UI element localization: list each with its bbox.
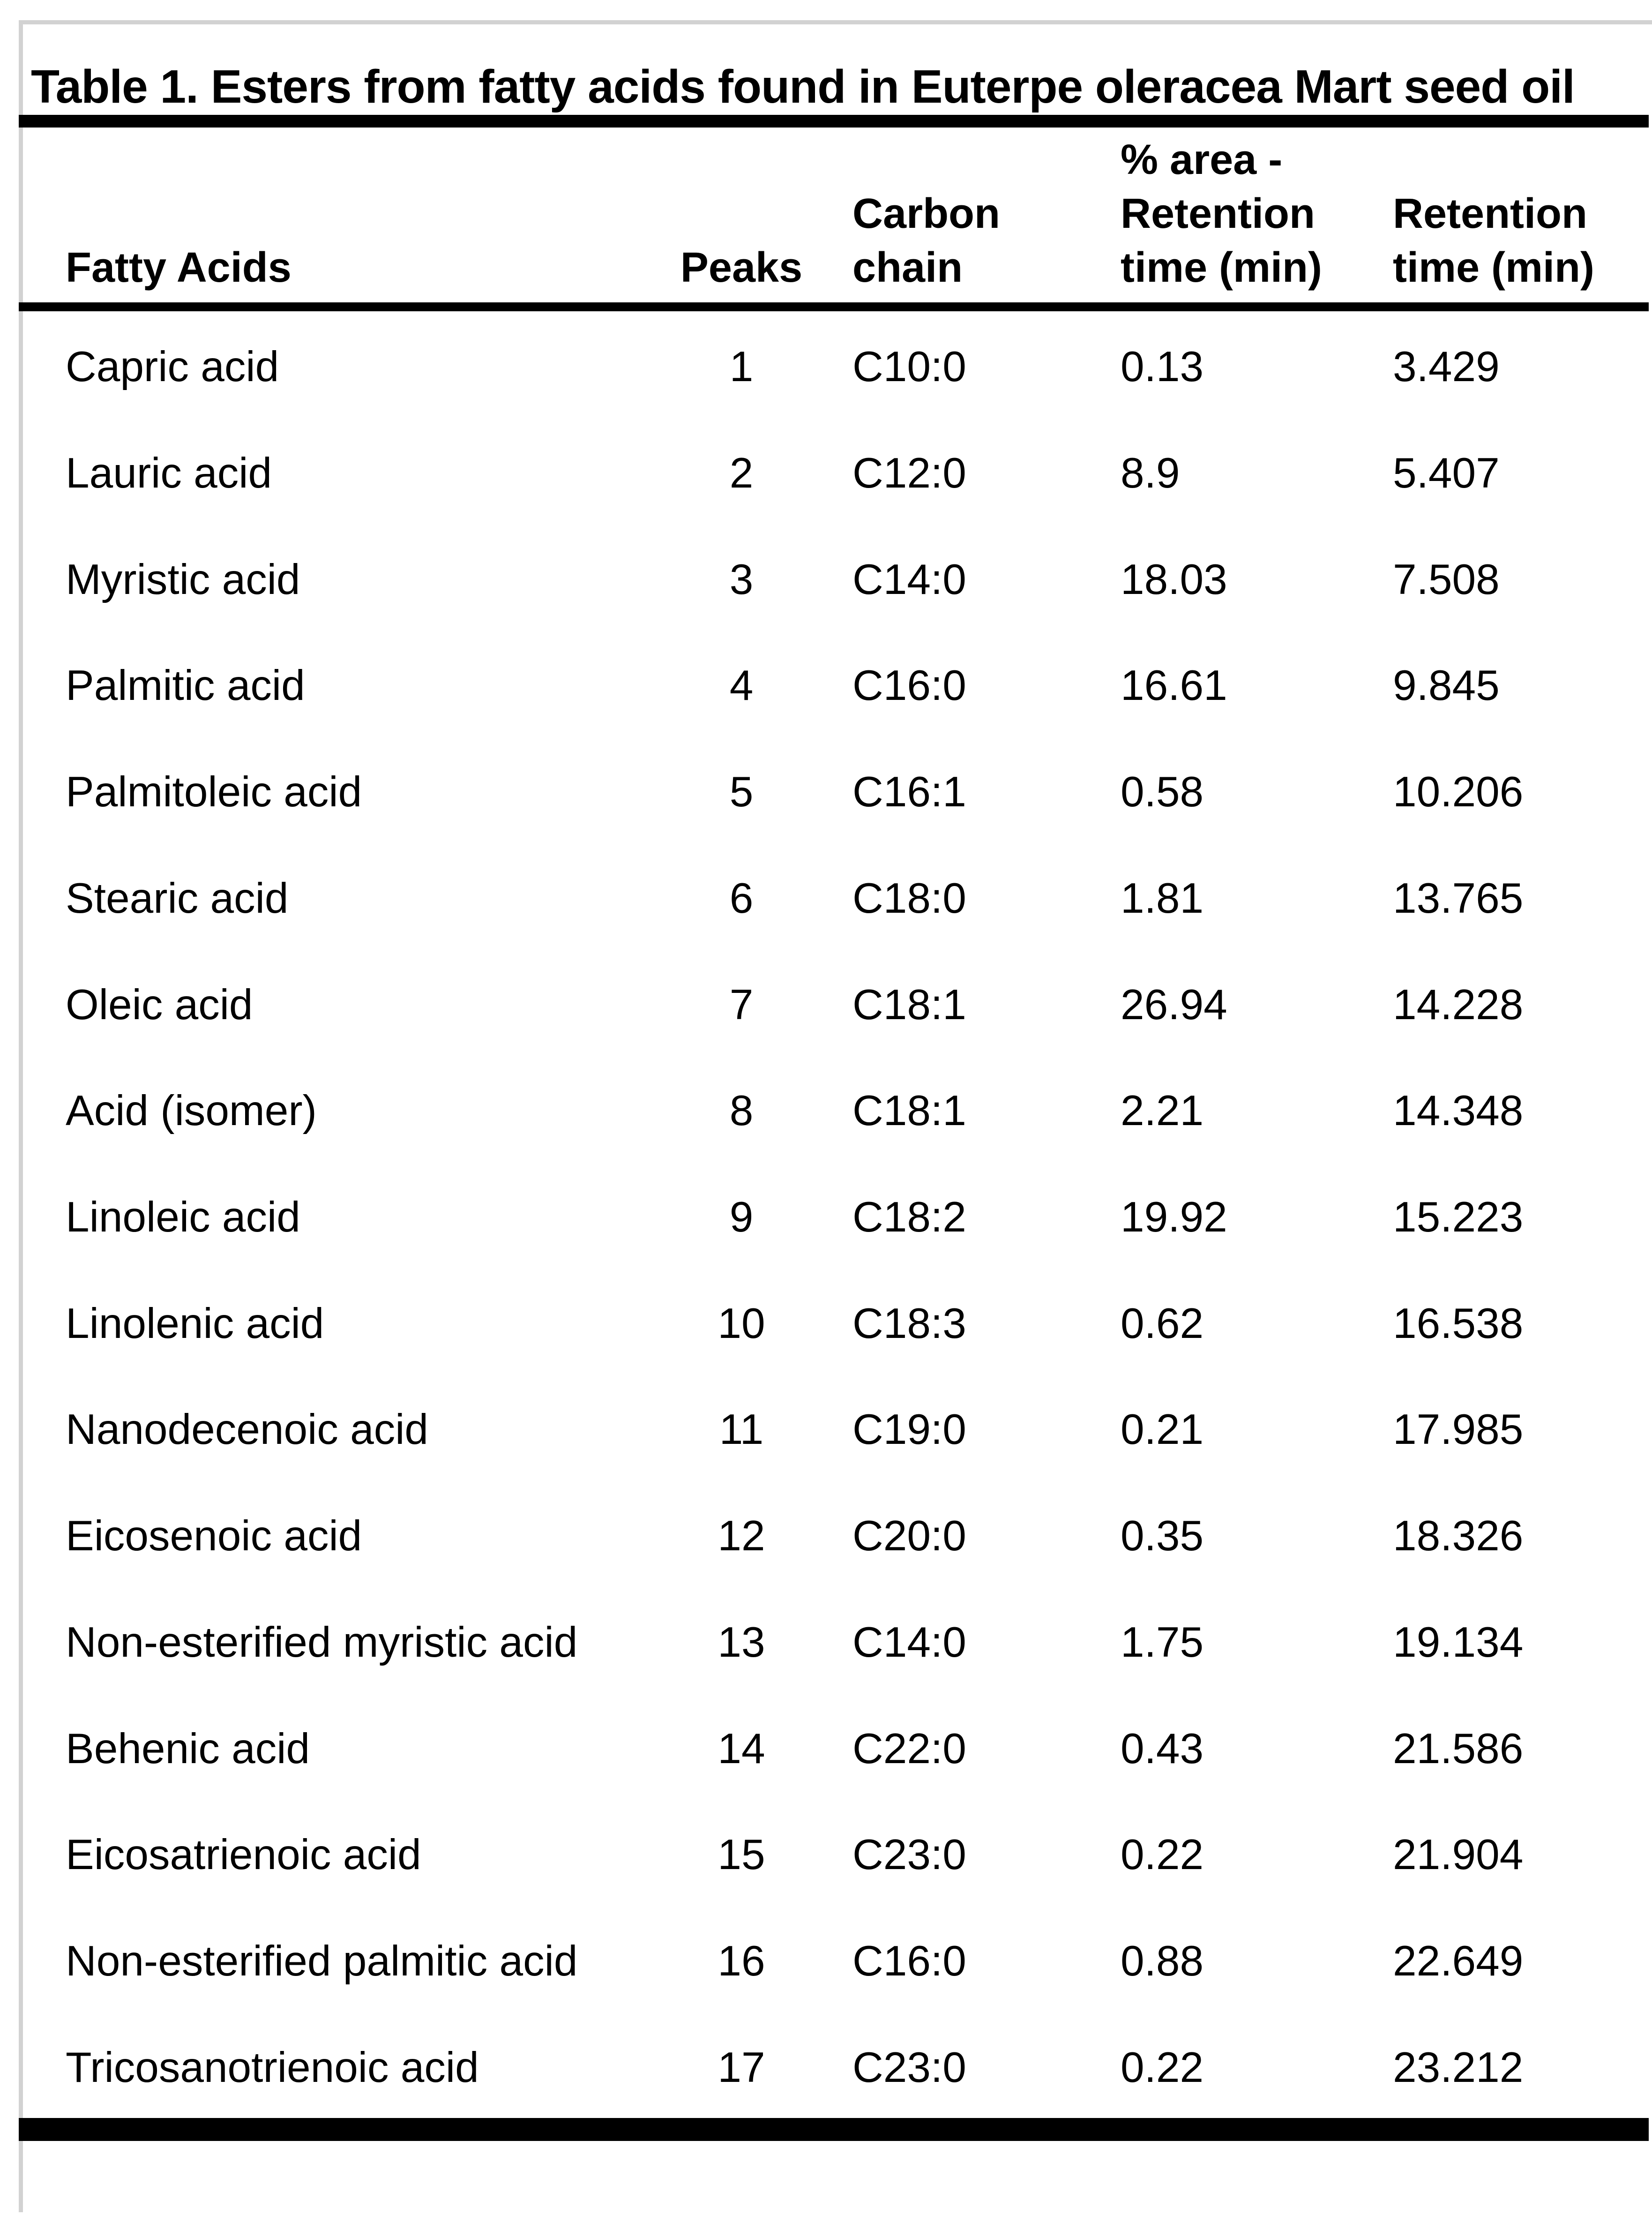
cell-area-percent: 0.13 <box>1121 343 1204 391</box>
cell-fatty-acid: Tricosanotrienoic acid <box>66 2043 479 2091</box>
col-header-carbon-chain <box>852 187 1000 295</box>
cell-retention-time: 16.538 <box>1393 1299 1524 1347</box>
cell-carbon-chain: C14:0 <box>852 1618 966 1666</box>
cell-fatty-acid: Stearic acid <box>66 874 289 922</box>
table-row <box>0 2012 1652 2118</box>
cell-fatty-acid: Eicosatrienoic acid <box>66 1831 421 1879</box>
cell-peak-number: 9 <box>729 1193 754 1241</box>
cell-peak-number: 8 <box>729 1087 754 1135</box>
table-row <box>0 1586 1652 1693</box>
cell-carbon-chain: C22:0 <box>852 1725 966 1772</box>
cell-peak-number: 5 <box>729 768 754 816</box>
cell-fatty-acid: Oleic acid <box>66 981 253 1029</box>
col-header-fatty-acids: Fatty Acids <box>66 244 292 291</box>
cell-carbon-chain: C18:0 <box>852 874 966 922</box>
cell-fatty-acid: Capric acid <box>66 343 279 391</box>
col-header-carbon-line2: chain <box>852 244 963 291</box>
table-title: Table 1. Esters from fatty acids found in Euterpe oleracea Mart seed oil <box>31 60 1575 113</box>
cell-carbon-chain: C18:3 <box>852 1299 966 1347</box>
table-row <box>0 311 1652 418</box>
cell-carbon-chain: C16:0 <box>852 1937 966 1985</box>
cell-retention-time: 19.134 <box>1393 1618 1524 1666</box>
table-body <box>0 311 1652 2118</box>
cell-retention-time: 18.326 <box>1393 1512 1524 1560</box>
table-row <box>0 1162 1652 1268</box>
cell-retention-time: 3.429 <box>1393 343 1500 391</box>
table-row <box>0 736 1652 843</box>
cell-retention-time: 14.228 <box>1393 981 1524 1029</box>
title-rule <box>19 115 1649 128</box>
cell-retention-time: 7.508 <box>1393 556 1500 603</box>
cell-retention-time: 22.649 <box>1393 1937 1524 1985</box>
cell-area-percent: 0.21 <box>1121 1406 1204 1454</box>
col-header-area-retention <box>1121 133 1322 295</box>
cell-peak-number: 16 <box>718 1937 765 1985</box>
top-border-strip <box>19 20 1652 24</box>
col-header-carbon-line1: Carbon <box>852 190 1000 237</box>
cell-carbon-chain: C10:0 <box>852 343 966 391</box>
cell-fatty-acid: Behenic acid <box>66 1725 310 1772</box>
cell-carbon-chain: C20:0 <box>852 1512 966 1560</box>
table-row <box>0 1480 1652 1587</box>
table-header-row <box>0 128 1652 302</box>
cell-carbon-chain: C18:2 <box>852 1193 966 1241</box>
cell-retention-time: 14.348 <box>1393 1087 1524 1135</box>
cell-peak-number: 17 <box>718 2043 765 2091</box>
cell-retention-time: 13.765 <box>1393 874 1524 922</box>
table-row <box>0 630 1652 736</box>
table-row <box>0 949 1652 1055</box>
cell-fatty-acid: Palmitic acid <box>66 662 305 710</box>
cell-retention-time: 10.206 <box>1393 768 1524 816</box>
col-header-area-line2: Retention <box>1121 190 1315 237</box>
cell-peak-number: 2 <box>729 450 754 497</box>
col-header-ret-line2: time (min) <box>1393 244 1595 291</box>
col-header-peaks: Peaks <box>680 244 803 291</box>
cell-carbon-chain: C14:0 <box>852 556 966 603</box>
cell-fatty-acid: Eicosenoic acid <box>66 1512 362 1560</box>
cell-area-percent: 1.81 <box>1121 874 1204 922</box>
cell-carbon-chain: C19:0 <box>852 1406 966 1454</box>
cell-peak-number: 13 <box>718 1618 765 1666</box>
cell-peak-number: 6 <box>729 874 754 922</box>
cell-area-percent: 0.58 <box>1121 768 1204 816</box>
cell-area-percent: 2.21 <box>1121 1087 1204 1135</box>
cell-area-percent: 16.61 <box>1121 662 1227 710</box>
col-header-area-line3: time (min) <box>1121 244 1323 291</box>
cell-peak-number: 10 <box>718 1299 765 1347</box>
cell-fatty-acid: Non-esterified myristic acid <box>66 1618 578 1666</box>
table-row <box>0 524 1652 630</box>
table-row <box>0 418 1652 524</box>
bottom-rule <box>19 2118 1649 2141</box>
cell-peak-number: 4 <box>729 662 754 710</box>
cell-peak-number: 12 <box>718 1512 765 1560</box>
cell-area-percent: 0.22 <box>1121 1831 1204 1879</box>
cell-peak-number: 3 <box>729 556 754 603</box>
cell-peak-number: 11 <box>719 1406 764 1454</box>
header-rule <box>19 302 1649 311</box>
col-header-area-line1: % area - <box>1121 136 1283 183</box>
cell-carbon-chain: C23:0 <box>852 2043 966 2091</box>
cell-carbon-chain: C12:0 <box>852 450 966 497</box>
cell-fatty-acid: Acid (isomer) <box>66 1087 317 1135</box>
cell-retention-time: 17.985 <box>1393 1406 1524 1454</box>
table-row <box>0 1906 1652 2012</box>
cell-fatty-acid: Nanodecenoic acid <box>66 1406 429 1454</box>
cell-area-percent: 0.43 <box>1121 1725 1204 1772</box>
cell-carbon-chain: C23:0 <box>852 1831 966 1879</box>
cell-retention-time: 23.212 <box>1393 2043 1524 2091</box>
cell-retention-time: 21.586 <box>1393 1725 1524 1772</box>
cell-peak-number: 1 <box>729 343 754 391</box>
cell-peak-number: 7 <box>729 981 754 1029</box>
cell-area-percent: 1.75 <box>1121 1618 1204 1666</box>
cell-carbon-chain: C18:1 <box>852 1087 966 1135</box>
cell-peak-number: 14 <box>718 1725 765 1772</box>
cell-area-percent: 0.22 <box>1121 2043 1204 2091</box>
cell-area-percent: 0.62 <box>1121 1299 1204 1347</box>
cell-fatty-acid: Myristic acid <box>66 556 300 603</box>
cell-area-percent: 26.94 <box>1121 981 1227 1029</box>
cell-fatty-acid: Linoleic acid <box>66 1193 300 1241</box>
cell-carbon-chain: C16:1 <box>852 768 966 816</box>
cell-fatty-acid: Palmitoleic acid <box>66 768 362 816</box>
cell-retention-time: 21.904 <box>1393 1831 1524 1879</box>
cell-area-percent: 8.9 <box>1121 450 1180 497</box>
table-row <box>0 1268 1652 1374</box>
table-row <box>0 1799 1652 1906</box>
cell-retention-time: 15.223 <box>1393 1193 1524 1241</box>
cell-area-percent: 18.03 <box>1121 556 1227 603</box>
table-row <box>0 1374 1652 1480</box>
cell-retention-time: 5.407 <box>1393 450 1500 497</box>
cell-fatty-acid: Non-esterified palmitic acid <box>66 1937 578 1985</box>
cell-area-percent: 0.88 <box>1121 1937 1204 1985</box>
cell-retention-time: 9.845 <box>1393 662 1500 710</box>
table-row <box>0 1693 1652 1799</box>
cell-area-percent: 19.92 <box>1121 1193 1227 1241</box>
cell-fatty-acid: Lauric acid <box>66 450 272 497</box>
cell-carbon-chain: C18:1 <box>852 981 966 1029</box>
col-header-ret-line1: Retention <box>1393 190 1587 237</box>
cell-fatty-acid: Linolenic acid <box>66 1299 324 1347</box>
cell-area-percent: 0.35 <box>1121 1512 1204 1560</box>
cell-peak-number: 15 <box>718 1831 765 1879</box>
col-header-retention-time <box>1393 187 1594 295</box>
cell-carbon-chain: C16:0 <box>852 662 966 710</box>
table-row <box>0 843 1652 949</box>
table-row <box>0 1055 1652 1162</box>
